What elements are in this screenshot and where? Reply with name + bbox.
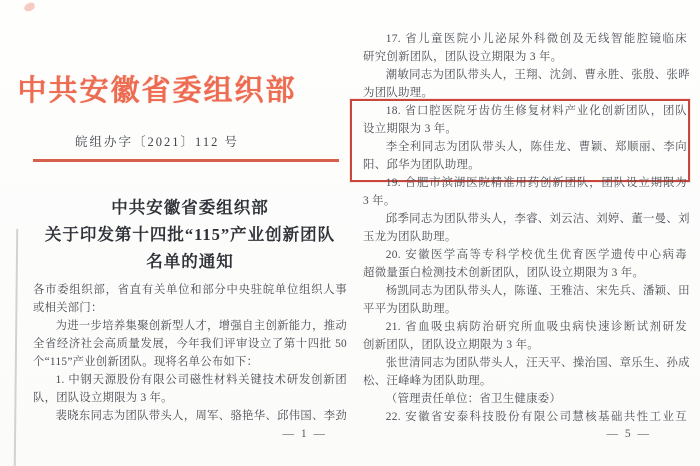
body-line: 各市委组织部，省直有关单位和部分中央驻皖单位组织人事: [33, 284, 347, 296]
body-line: 20. 安徽医学高等专科学校优生优育医学遗传中心病毒: [385, 249, 687, 261]
body-line: 创新团队，团队设立期限为 3 年。: [363, 339, 539, 351]
agency-letterhead: 中共安徽省委组织部: [17, 75, 297, 107]
body-line: 1. 中钢天源股份有限公司磁性材料关键技术研发创新团: [55, 374, 347, 386]
right-page-body: [363, 30, 690, 426]
page-number-right: — 5 —: [606, 428, 651, 440]
left-page-body: [33, 281, 347, 425]
body-line: 队，团队设立期限为 3 年。: [33, 392, 173, 404]
body-line: 潮敏同志为团队带头人，王翔、沈剑、曹永胜、张殷、张晔: [385, 69, 690, 81]
body-line: （管理责任单位：省卫生健康委）: [385, 393, 562, 405]
body-line: 为团队助理。: [363, 87, 434, 99]
body-line: 全省经济社会高质量发展，今年我们评审设立了第十四批 50: [33, 338, 347, 350]
body-line: 松、汪峰峰为团队助理。: [363, 375, 492, 387]
body-line: 3 年。: [363, 195, 396, 207]
body-line: 或相关部门：: [33, 302, 103, 314]
body-line: 22. 安徽省安泰科技股份有限公司慧核基础共性工业互: [385, 411, 687, 423]
page-number-left: — 1 —: [282, 428, 327, 440]
body-line: 19. 合肥市滨湖医院精准用药创新团队，团队设立期限为: [385, 177, 687, 189]
body-line: 阳、邱华为团队助理。: [363, 159, 480, 171]
red-scan-artifact: [23, 1, 36, 12]
notice-title-line-2: 关于印发第十四批“115”产业创新团队: [44, 225, 336, 244]
body-line: 研究创新团队，团队设立期限为 3 年。: [363, 51, 563, 63]
body-line: 为进一步培养集聚创新型人才，增强自主创新能力，推动: [55, 320, 347, 332]
body-line: 裴晓东同志为团队带头人，周军、骆艳华、邱伟国、李劲: [55, 410, 347, 422]
letterhead-red-rule: [33, 159, 339, 162]
body-line: 18. 省口腔医院牙齿仿生修复材料产业化创新团队，团队: [385, 105, 687, 117]
notice-title-line-3: 名单的通知: [146, 252, 234, 271]
body-line: 邱季同志为团队带头人，李睿、刘云洁、刘婷、董一曼、刘: [385, 213, 690, 225]
body-line: 玉龙为团队助理。: [363, 231, 457, 243]
notice-title: [33, 194, 347, 275]
body-line: 17. 省儿童医院小儿泌尿外科微创及无线智能腔镜临床: [385, 33, 687, 45]
body-line: 杨凯同志为团队带头人，陈谨、王雅洁、宋先兵、潘颖、田: [385, 285, 690, 297]
body-line: 21. 省血吸虫病防治研究所血吸虫病快速诊断试剂研发: [385, 321, 687, 333]
notice-title-line-1: 中共安徽省委组织部: [111, 198, 269, 217]
body-line: 设立期限为 3 年。: [363, 123, 458, 135]
document-number: 皖组办字〔2021〕112 号: [75, 135, 239, 149]
body-line: 个“115”产业创新团队。现将名单公布如下：: [33, 356, 259, 368]
underlying-page-edge-line: [14, 229, 18, 466]
body-line: 张世清同志为团队带头人，汪天平、操治国、章乐生、孙成: [385, 357, 690, 369]
body-line: 李全利同志为团队带头人，陈佳龙、曹颖、郑顺丽、李向: [385, 141, 687, 153]
body-line: 平平为团队助理。: [363, 303, 457, 315]
body-line: 超微量蛋白检测技术创新团队，团队设立期限为 3 年。: [363, 267, 645, 279]
